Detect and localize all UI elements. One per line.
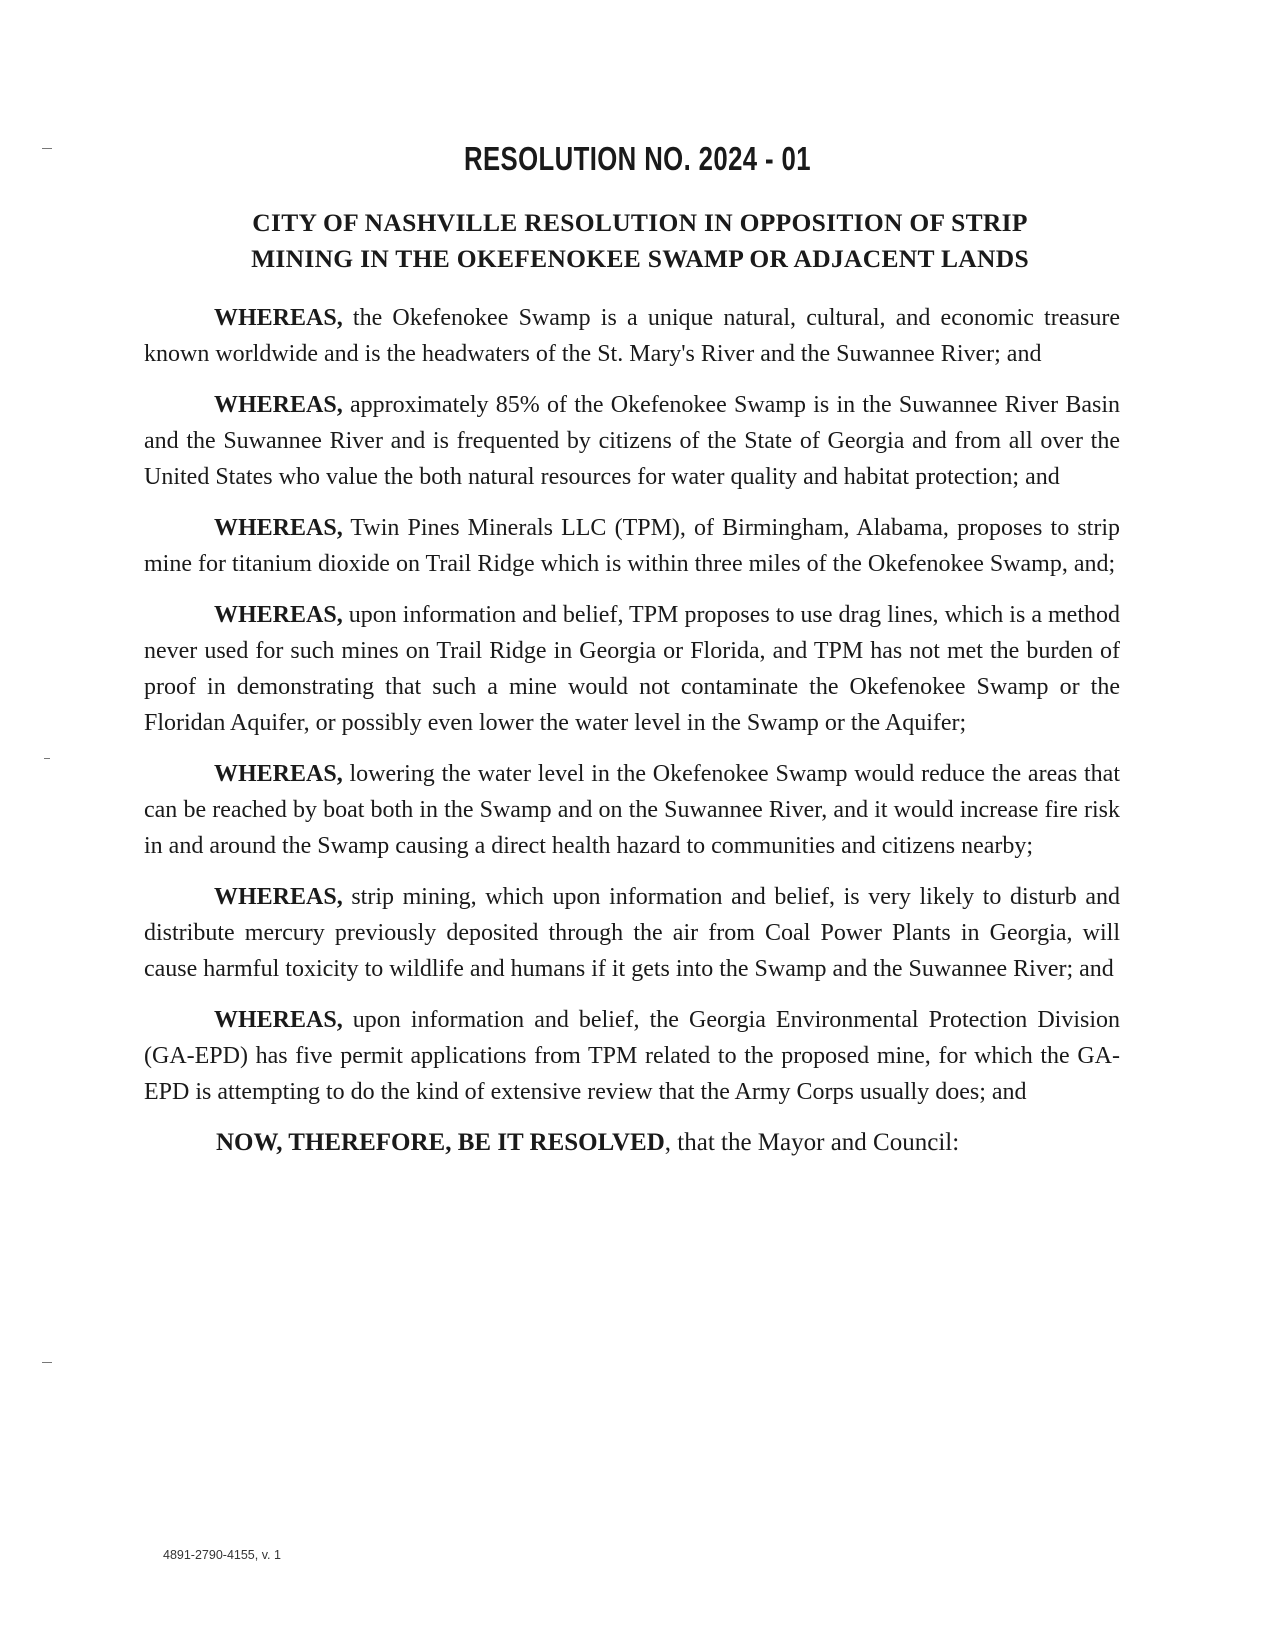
scan-mark [42,148,52,149]
document-id-footer: 4891-2790-4155, v. 1 [163,1548,281,1562]
whereas-text: the Okefenokee Swamp is a unique natural, cultural, and economic treasure known worldwide and is the headwaters of the St. Mary's River and the Suwannee River; and [144,305,1120,367]
whereas-paragraph [144,597,1120,741]
whereas-paragraph [144,1002,1120,1110]
whereas-keyword: WHEREAS, [214,305,343,331]
whereas-keyword: WHEREAS, [214,1007,343,1033]
whereas-text: upon information and belief, TPM proposes to use drag lines, which is a method never used for such mines on Trail Ridge in Georgia or Florida, and TPM has not met the burden of proof in demonstrating that such a mine would not contaminate the Okefenokee Swamp or the Floridan Aquifer, or possibly even lower the water level in the Swamp or the Aquifer; [144,602,1120,736]
subtitle-line-2: MINING IN THE OKEFENOKEE SWAMP OR ADJACENT LANDS [251,244,1029,273]
whereas-text: upon information and belief, the Georgia Environmental Protection Division (GA-EPD) has five permit applications from TPM related to the proposed mine, for which the GA-EPD is attempting to do the kind of extensive review that the Army Corps usually does; and [144,1007,1120,1105]
resolution-title: RESOLUTION NO. 2024 - 01 [464,140,811,177]
whereas-paragraph [144,300,1120,372]
resolved-keyword: NOW, THEREFORE, BE IT RESOLVED [216,1129,665,1156]
resolution-body [144,300,1120,1161]
whereas-keyword: WHEREAS, [214,392,343,418]
whereas-text: Twin Pines Minerals LLC (TPM), of Birmingham, Alabama, proposes to strip mine for titanium dioxide on Trail Ridge which is within three miles of the Okefenokee Swamp, and; [144,515,1120,577]
subtitle-line-1: CITY OF NASHVILLE RESOLUTION IN OPPOSITION OF STRIP [252,208,1028,237]
whereas-keyword: WHEREAS, [214,884,343,910]
whereas-paragraph [144,387,1120,495]
whereas-paragraph [144,879,1120,987]
whereas-paragraph [144,756,1120,864]
whereas-text: strip mining, which upon information and belief, is very likely to disturb and distribute mercury previously deposited through the air from Coal Power Plants in Georgia, will cause harmful toxicity to wildlife and humans if it gets into the Swamp and the Suwannee River; and [144,884,1120,982]
resolution-subtitle [190,205,1090,277]
whereas-paragraph [144,510,1120,582]
scan-mark [42,1362,52,1363]
resolved-clause [144,1125,1120,1161]
whereas-text: lowering the water level in the Okefenokee Swamp would reduce the areas that can be reached by boat both in the Swamp and on the Suwannee River, and it would increase fire risk in and around the Swamp causing a direct health hazard to communities and citizens nearby; [144,761,1120,859]
whereas-keyword: WHEREAS, [214,515,343,541]
whereas-keyword: WHEREAS, [214,761,343,787]
scan-mark [44,758,50,759]
resolved-text: , that the Mayor and Council: [664,1129,960,1156]
whereas-keyword: WHEREAS, [214,602,343,628]
whereas-text: approximately 85% of the Okefenokee Swamp is in the Suwannee River Basin and the Suwannee River and is frequented by citizens of the State of Georgia and from all over the United States who value the both natural resources for water quality and habitat protection; and [144,392,1120,490]
